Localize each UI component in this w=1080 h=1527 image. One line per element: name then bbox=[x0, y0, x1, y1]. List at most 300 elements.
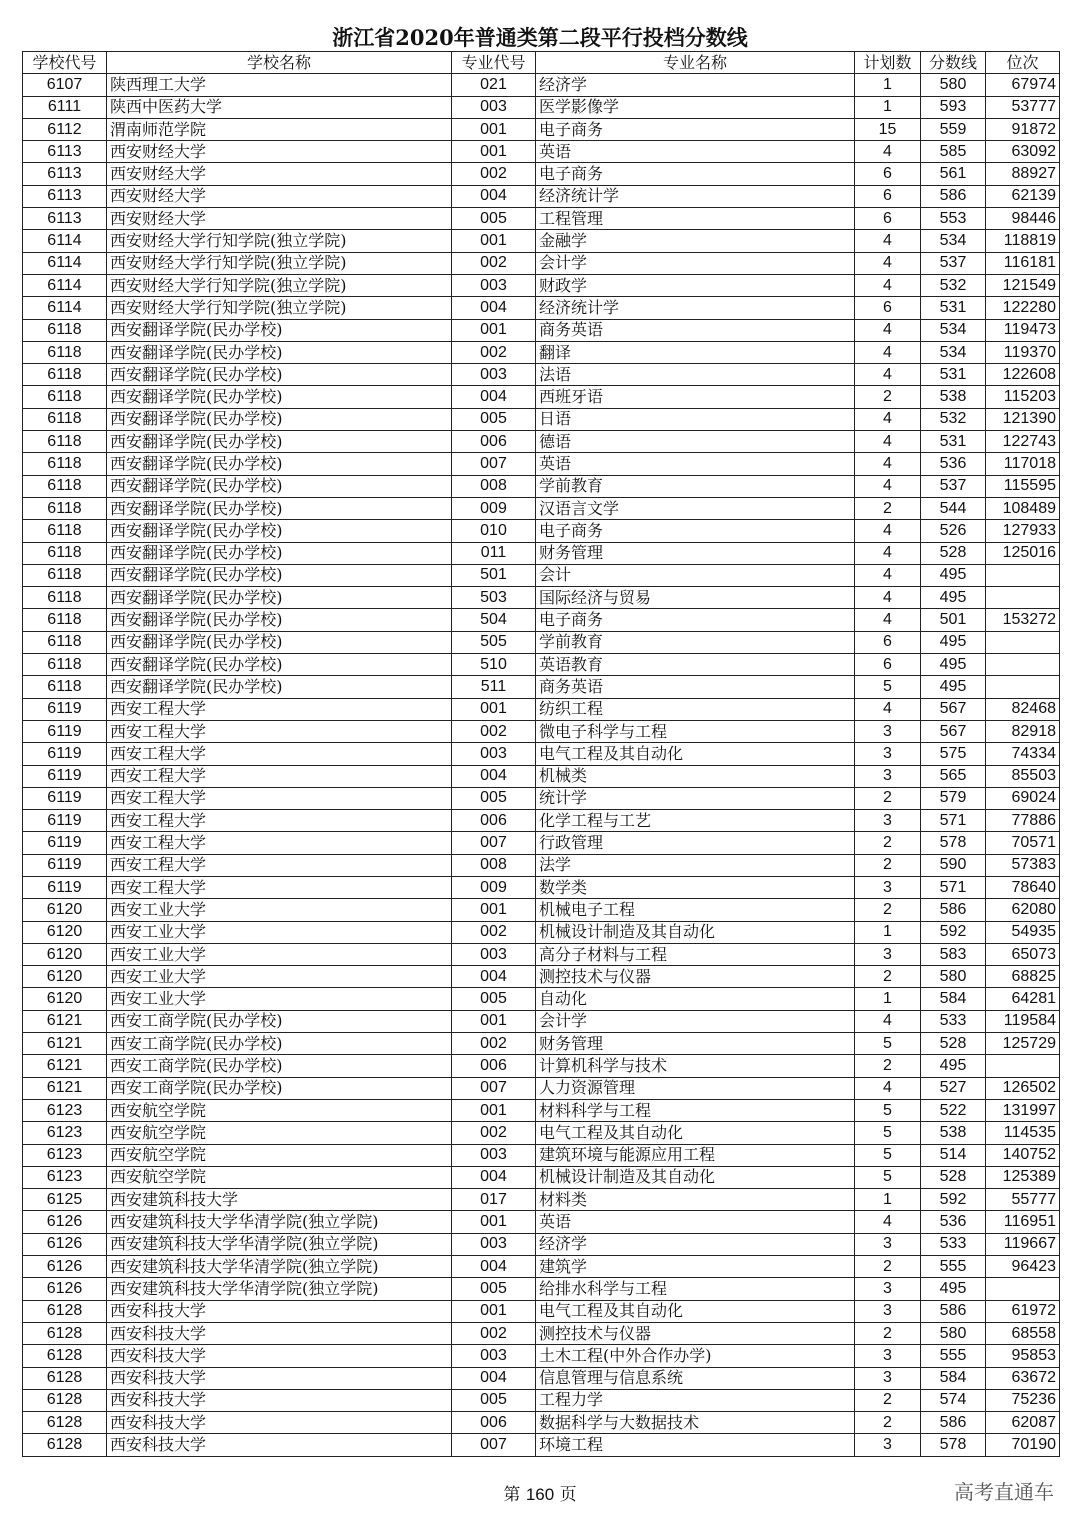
cell-score-line: 567 bbox=[921, 698, 986, 720]
cell-score-line: 533 bbox=[921, 1010, 986, 1032]
cell-plan-count: 5 bbox=[855, 676, 921, 698]
cell-rank: 126502 bbox=[986, 1077, 1060, 1099]
cell-plan-count: 4 bbox=[855, 587, 921, 609]
cell-school-code: 6126 bbox=[23, 1256, 107, 1278]
cell-school-code: 6118 bbox=[23, 676, 107, 698]
table-row bbox=[23, 96, 1060, 118]
cell-school-code: 6128 bbox=[23, 1367, 107, 1389]
cell-plan-count: 4 bbox=[855, 1077, 921, 1099]
cell-plan-count: 6 bbox=[855, 631, 921, 653]
cell-rank bbox=[986, 564, 1060, 586]
cell-score-line: 553 bbox=[921, 208, 986, 230]
table-row bbox=[23, 74, 1060, 96]
cell-major-code: 004 bbox=[452, 386, 536, 408]
cell-plan-count: 2 bbox=[855, 1389, 921, 1411]
cell-major-name: 经济学 bbox=[536, 1233, 855, 1255]
cell-plan-count: 4 bbox=[855, 341, 921, 363]
cell-major-name: 经济统计学 bbox=[536, 297, 855, 319]
cell-plan-count: 2 bbox=[855, 787, 921, 809]
cell-major-code: 002 bbox=[452, 163, 536, 185]
cell-major-name: 电子商务 bbox=[536, 609, 855, 631]
cell-score-line: 528 bbox=[921, 1166, 986, 1188]
table-row bbox=[23, 1278, 1060, 1300]
cell-rank: 62080 bbox=[986, 899, 1060, 921]
cell-score-line: 536 bbox=[921, 453, 986, 475]
cell-major-name: 纺织工程 bbox=[536, 698, 855, 720]
cell-rank: 131997 bbox=[986, 1099, 1060, 1121]
cell-school-name: 西安财经大学 bbox=[107, 208, 452, 230]
table-row bbox=[23, 1345, 1060, 1367]
cell-rank: 62139 bbox=[986, 185, 1060, 207]
cell-school-code: 6118 bbox=[23, 341, 107, 363]
cell-major-code: 004 bbox=[452, 185, 536, 207]
cell-rank: 98446 bbox=[986, 208, 1060, 230]
cell-plan-count: 6 bbox=[855, 185, 921, 207]
cell-plan-count: 4 bbox=[855, 698, 921, 720]
cell-major-name: 法语 bbox=[536, 364, 855, 386]
cell-major-name: 统计学 bbox=[536, 787, 855, 809]
cell-school-name: 西安工程大学 bbox=[107, 698, 452, 720]
cell-major-name: 人力资源管理 bbox=[536, 1077, 855, 1099]
cell-school-name: 西安工业大学 bbox=[107, 921, 452, 943]
table-row bbox=[23, 720, 1060, 742]
cell-rank: 54935 bbox=[986, 921, 1060, 943]
cell-plan-count: 4 bbox=[855, 542, 921, 564]
cell-major-name: 经济学 bbox=[536, 74, 855, 96]
cell-rank: 69024 bbox=[986, 787, 1060, 809]
cell-score-line: 528 bbox=[921, 1033, 986, 1055]
cell-major-name: 英语 bbox=[536, 1211, 855, 1233]
table-row bbox=[23, 988, 1060, 1010]
header-major-name: 专业名称 bbox=[536, 52, 855, 74]
cell-major-name: 电子商务 bbox=[536, 163, 855, 185]
table-row bbox=[23, 297, 1060, 319]
cell-score-line: 527 bbox=[921, 1077, 986, 1099]
cell-major-code: 001 bbox=[452, 141, 536, 163]
cell-school-name: 西安工程大学 bbox=[107, 876, 452, 898]
table-row bbox=[23, 1055, 1060, 1077]
cell-rank: 53777 bbox=[986, 96, 1060, 118]
cell-major-name: 电气工程及其自动化 bbox=[536, 1300, 855, 1322]
page-number bbox=[0, 1480, 1080, 1505]
cell-plan-count: 1 bbox=[855, 1189, 921, 1211]
cell-school-code: 6123 bbox=[23, 1122, 107, 1144]
cell-school-name: 西安工业大学 bbox=[107, 899, 452, 921]
cell-major-code: 003 bbox=[452, 96, 536, 118]
cell-school-name: 西安科技大学 bbox=[107, 1389, 452, 1411]
cell-school-name: 西安翻译学院(民办学校) bbox=[107, 587, 452, 609]
cell-school-code: 6114 bbox=[23, 297, 107, 319]
cell-major-code: 008 bbox=[452, 475, 536, 497]
cell-school-code: 6114 bbox=[23, 230, 107, 252]
cell-rank: 119667 bbox=[986, 1233, 1060, 1255]
cell-school-name: 西安财经大学行知学院(独立学院) bbox=[107, 274, 452, 296]
table-row bbox=[23, 564, 1060, 586]
table-row bbox=[23, 1144, 1060, 1166]
cell-rank: 78640 bbox=[986, 876, 1060, 898]
cell-score-line: 593 bbox=[921, 96, 986, 118]
cell-score-line: 533 bbox=[921, 1233, 986, 1255]
cell-plan-count: 2 bbox=[855, 854, 921, 876]
cell-school-code: 6119 bbox=[23, 876, 107, 898]
cell-major-code: 004 bbox=[452, 1367, 536, 1389]
cell-major-code: 004 bbox=[452, 297, 536, 319]
cell-school-name: 西安翻译学院(民办学校) bbox=[107, 475, 452, 497]
cell-major-name: 给排水科学与工程 bbox=[536, 1278, 855, 1300]
cell-major-name: 财政学 bbox=[536, 274, 855, 296]
cell-school-code: 6118 bbox=[23, 475, 107, 497]
cell-school-code: 6118 bbox=[23, 520, 107, 542]
cell-plan-count: 4 bbox=[855, 1010, 921, 1032]
cell-major-name: 数学类 bbox=[536, 876, 855, 898]
cell-school-code: 6119 bbox=[23, 698, 107, 720]
table-row bbox=[23, 810, 1060, 832]
table-row bbox=[23, 587, 1060, 609]
cell-school-code: 6119 bbox=[23, 810, 107, 832]
cell-plan-count: 4 bbox=[855, 252, 921, 274]
cell-school-code: 6121 bbox=[23, 1055, 107, 1077]
cell-school-name: 西安翻译学院(民办学校) bbox=[107, 386, 452, 408]
cell-major-code: 004 bbox=[452, 765, 536, 787]
cell-plan-count: 2 bbox=[855, 386, 921, 408]
cell-major-code: 002 bbox=[452, 1122, 536, 1144]
cell-major-code: 005 bbox=[452, 787, 536, 809]
cell-school-code: 6118 bbox=[23, 497, 107, 519]
cell-score-line: 571 bbox=[921, 810, 986, 832]
cell-score-line: 592 bbox=[921, 921, 986, 943]
cell-major-name: 英语 bbox=[536, 453, 855, 475]
cell-rank: 70571 bbox=[986, 832, 1060, 854]
cell-plan-count: 5 bbox=[855, 1166, 921, 1188]
cell-rank bbox=[986, 1055, 1060, 1077]
cell-school-code: 6128 bbox=[23, 1434, 107, 1456]
cell-plan-count: 1 bbox=[855, 921, 921, 943]
cell-school-name: 西安翻译学院(民办学校) bbox=[107, 654, 452, 676]
cell-plan-count: 4 bbox=[855, 520, 921, 542]
table-row bbox=[23, 453, 1060, 475]
cell-plan-count: 15 bbox=[855, 118, 921, 140]
cell-school-name: 西安财经大学行知学院(独立学院) bbox=[107, 230, 452, 252]
cell-major-code: 002 bbox=[452, 1322, 536, 1344]
table-row bbox=[23, 319, 1060, 341]
cell-score-line: 536 bbox=[921, 1211, 986, 1233]
cell-major-code: 001 bbox=[452, 319, 536, 341]
cell-plan-count: 4 bbox=[855, 1211, 921, 1233]
cell-school-name: 西安翻译学院(民办学校) bbox=[107, 319, 452, 341]
table-row bbox=[23, 1077, 1060, 1099]
cell-major-code: 006 bbox=[452, 431, 536, 453]
cell-score-line: 528 bbox=[921, 542, 986, 564]
cell-major-code: 002 bbox=[452, 720, 536, 742]
cell-major-code: 001 bbox=[452, 1211, 536, 1233]
cell-major-name: 财务管理 bbox=[536, 542, 855, 564]
cell-school-name: 西安翻译学院(民办学校) bbox=[107, 520, 452, 542]
cell-major-name: 财务管理 bbox=[536, 1033, 855, 1055]
cell-major-name: 会计学 bbox=[536, 252, 855, 274]
cell-school-code: 6126 bbox=[23, 1211, 107, 1233]
cell-major-code: 006 bbox=[452, 810, 536, 832]
cell-plan-count: 3 bbox=[855, 876, 921, 898]
cell-score-line: 537 bbox=[921, 252, 986, 274]
cell-school-name: 西安航空学院 bbox=[107, 1144, 452, 1166]
cell-school-code: 6120 bbox=[23, 921, 107, 943]
table-row bbox=[23, 520, 1060, 542]
cell-rank bbox=[986, 654, 1060, 676]
cell-major-name: 法学 bbox=[536, 854, 855, 876]
cell-rank: 82468 bbox=[986, 698, 1060, 720]
cell-major-code: 008 bbox=[452, 854, 536, 876]
table-row bbox=[23, 1122, 1060, 1144]
cell-school-name: 西安工程大学 bbox=[107, 854, 452, 876]
cell-major-name: 英语 bbox=[536, 141, 855, 163]
cell-school-code: 6128 bbox=[23, 1300, 107, 1322]
cell-school-name: 西安翻译学院(民办学校) bbox=[107, 542, 452, 564]
table-row bbox=[23, 542, 1060, 564]
cell-school-name: 西安翻译学院(民办学校) bbox=[107, 631, 452, 653]
cell-major-name: 自动化 bbox=[536, 988, 855, 1010]
table-row bbox=[23, 1300, 1060, 1322]
cell-school-code: 6111 bbox=[23, 96, 107, 118]
cell-plan-count: 6 bbox=[855, 163, 921, 185]
cell-school-name: 西安工程大学 bbox=[107, 810, 452, 832]
cell-major-name: 医学影像学 bbox=[536, 96, 855, 118]
cell-rank bbox=[986, 1278, 1060, 1300]
cell-major-code: 007 bbox=[452, 453, 536, 475]
table-row bbox=[23, 408, 1060, 430]
cell-school-code: 6118 bbox=[23, 564, 107, 586]
cell-school-name: 西安工商学院(民办学校) bbox=[107, 1055, 452, 1077]
cell-score-line: 580 bbox=[921, 74, 986, 96]
cell-major-code: 005 bbox=[452, 208, 536, 230]
cell-major-code: 001 bbox=[452, 1099, 536, 1121]
header-school-name: 学校名称 bbox=[107, 52, 452, 74]
cell-score-line: 531 bbox=[921, 431, 986, 453]
cell-school-name: 西安工程大学 bbox=[107, 743, 452, 765]
cell-school-code: 6120 bbox=[23, 988, 107, 1010]
cell-score-line: 534 bbox=[921, 341, 986, 363]
cell-rank bbox=[986, 587, 1060, 609]
cell-rank: 140752 bbox=[986, 1144, 1060, 1166]
cell-major-code: 009 bbox=[452, 497, 536, 519]
cell-major-name: 材料类 bbox=[536, 1189, 855, 1211]
cell-rank: 61972 bbox=[986, 1300, 1060, 1322]
cell-school-name: 西安翻译学院(民办学校) bbox=[107, 453, 452, 475]
cell-rank: 91872 bbox=[986, 118, 1060, 140]
cell-rank: 153272 bbox=[986, 609, 1060, 631]
cell-score-line: 495 bbox=[921, 631, 986, 653]
cell-rank bbox=[986, 676, 1060, 698]
cell-rank: 67974 bbox=[986, 74, 1060, 96]
cell-score-line: 561 bbox=[921, 163, 986, 185]
cell-school-name: 西安财经大学 bbox=[107, 185, 452, 207]
table-row bbox=[23, 1389, 1060, 1411]
cell-score-line: 555 bbox=[921, 1345, 986, 1367]
cell-rank: 122608 bbox=[986, 364, 1060, 386]
cell-plan-count: 2 bbox=[855, 832, 921, 854]
cell-school-code: 6120 bbox=[23, 943, 107, 965]
cell-plan-count: 1 bbox=[855, 988, 921, 1010]
cell-major-name: 会计 bbox=[536, 564, 855, 586]
cell-plan-count: 4 bbox=[855, 564, 921, 586]
cell-school-name: 西安工商学院(民办学校) bbox=[107, 1010, 452, 1032]
cell-major-code: 006 bbox=[452, 1055, 536, 1077]
cell-rank: 115203 bbox=[986, 386, 1060, 408]
table-row bbox=[23, 1033, 1060, 1055]
cell-school-code: 6119 bbox=[23, 720, 107, 742]
cell-rank: 119473 bbox=[986, 319, 1060, 341]
table-row bbox=[23, 1010, 1060, 1032]
cell-score-line: 544 bbox=[921, 497, 986, 519]
cell-school-name: 西安财经大学 bbox=[107, 141, 452, 163]
page-number-value: 160 bbox=[525, 1485, 555, 1504]
cell-school-code: 6118 bbox=[23, 542, 107, 564]
cell-plan-count: 5 bbox=[855, 1099, 921, 1121]
cell-rank: 74334 bbox=[986, 743, 1060, 765]
cell-school-name: 西安工业大学 bbox=[107, 943, 452, 965]
cell-school-name: 西安航空学院 bbox=[107, 1099, 452, 1121]
cell-major-name: 工程管理 bbox=[536, 208, 855, 230]
table-row bbox=[23, 787, 1060, 809]
cell-score-line: 584 bbox=[921, 988, 986, 1010]
cell-plan-count: 3 bbox=[855, 810, 921, 832]
cell-school-code: 6128 bbox=[23, 1345, 107, 1367]
cell-major-name: 英语教育 bbox=[536, 654, 855, 676]
table-row bbox=[23, 854, 1060, 876]
cell-school-name: 西安科技大学 bbox=[107, 1434, 452, 1456]
table-row bbox=[23, 364, 1060, 386]
table-row bbox=[23, 141, 1060, 163]
cell-school-code: 6119 bbox=[23, 787, 107, 809]
cell-rank: 65073 bbox=[986, 943, 1060, 965]
cell-school-name: 西安航空学院 bbox=[107, 1166, 452, 1188]
cell-school-code: 6123 bbox=[23, 1166, 107, 1188]
cell-score-line: 495 bbox=[921, 1278, 986, 1300]
cell-major-code: 002 bbox=[452, 341, 536, 363]
cell-plan-count: 4 bbox=[855, 408, 921, 430]
cell-major-code: 017 bbox=[452, 1189, 536, 1211]
cell-plan-count: 5 bbox=[855, 1122, 921, 1144]
cell-major-name: 信息管理与信息系统 bbox=[536, 1367, 855, 1389]
table-row bbox=[23, 252, 1060, 274]
cell-major-code: 009 bbox=[452, 876, 536, 898]
cell-score-line: 574 bbox=[921, 1389, 986, 1411]
cell-score-line: 579 bbox=[921, 787, 986, 809]
cell-major-name: 商务英语 bbox=[536, 319, 855, 341]
cell-score-line: 534 bbox=[921, 319, 986, 341]
cell-major-name: 电气工程及其自动化 bbox=[536, 1122, 855, 1144]
cell-plan-count: 2 bbox=[855, 497, 921, 519]
cell-school-name: 西安财经大学行知学院(独立学院) bbox=[107, 252, 452, 274]
table-row bbox=[23, 1211, 1060, 1233]
cell-major-name: 学前教育 bbox=[536, 631, 855, 653]
cell-rank: 88927 bbox=[986, 163, 1060, 185]
cell-major-name: 翻译 bbox=[536, 341, 855, 363]
table-row bbox=[23, 765, 1060, 787]
cell-major-code: 021 bbox=[452, 74, 536, 96]
cell-school-name: 西安建筑科技大学华清学院(独立学院) bbox=[107, 1256, 452, 1278]
cell-major-code: 510 bbox=[452, 654, 536, 676]
cell-major-name: 计算机科学与技术 bbox=[536, 1055, 855, 1077]
header-score-line: 分数线 bbox=[921, 52, 986, 74]
cell-school-name: 西安工业大学 bbox=[107, 988, 452, 1010]
cell-score-line: 495 bbox=[921, 1055, 986, 1077]
cell-major-code: 511 bbox=[452, 676, 536, 698]
cell-rank: 95853 bbox=[986, 1345, 1060, 1367]
cell-score-line: 586 bbox=[921, 1412, 986, 1434]
watermark: 高考直通车 bbox=[954, 1480, 1054, 1504]
cell-score-line: 592 bbox=[921, 1189, 986, 1211]
cell-school-name: 西安建筑科技大学 bbox=[107, 1189, 452, 1211]
cell-plan-count: 3 bbox=[855, 1434, 921, 1456]
table-row bbox=[23, 341, 1060, 363]
cell-major-code: 005 bbox=[452, 1278, 536, 1300]
cell-major-name: 机械设计制造及其自动化 bbox=[536, 1166, 855, 1188]
cell-school-name: 西安科技大学 bbox=[107, 1300, 452, 1322]
table-row bbox=[23, 876, 1060, 898]
cell-score-line: 532 bbox=[921, 274, 986, 296]
cell-major-name: 汉语言文学 bbox=[536, 497, 855, 519]
cell-major-name: 微电子科学与工程 bbox=[536, 720, 855, 742]
cell-major-code: 003 bbox=[452, 743, 536, 765]
cell-major-name: 机械设计制造及其自动化 bbox=[536, 921, 855, 943]
cell-school-name: 西安财经大学行知学院(独立学院) bbox=[107, 297, 452, 319]
cell-score-line: 531 bbox=[921, 364, 986, 386]
cell-major-name: 机械电子工程 bbox=[536, 899, 855, 921]
table-header-row bbox=[23, 52, 1060, 74]
cell-school-name: 西安工程大学 bbox=[107, 765, 452, 787]
cell-major-name: 数据科学与大数据技术 bbox=[536, 1412, 855, 1434]
cell-plan-count: 4 bbox=[855, 609, 921, 631]
table-row bbox=[23, 654, 1060, 676]
header-rank: 位次 bbox=[986, 52, 1060, 74]
cell-major-name: 日语 bbox=[536, 408, 855, 430]
cell-major-name: 化学工程与工艺 bbox=[536, 810, 855, 832]
cell-school-code: 6125 bbox=[23, 1189, 107, 1211]
table-row bbox=[23, 832, 1060, 854]
cell-school-name: 西安建筑科技大学华清学院(独立学院) bbox=[107, 1233, 452, 1255]
cell-rank: 114535 bbox=[986, 1122, 1060, 1144]
cell-major-name: 测控技术与仪器 bbox=[536, 966, 855, 988]
cell-score-line: 526 bbox=[921, 520, 986, 542]
table-row bbox=[23, 921, 1060, 943]
cell-school-code: 6128 bbox=[23, 1389, 107, 1411]
page-prefix: 第 bbox=[503, 1485, 521, 1505]
cell-school-code: 6118 bbox=[23, 408, 107, 430]
cell-school-name: 西安工程大学 bbox=[107, 832, 452, 854]
cell-rank: 77886 bbox=[986, 810, 1060, 832]
cell-major-name: 学前教育 bbox=[536, 475, 855, 497]
cell-plan-count: 1 bbox=[855, 96, 921, 118]
cell-score-line: 585 bbox=[921, 141, 986, 163]
cell-school-code: 6123 bbox=[23, 1099, 107, 1121]
cell-plan-count: 2 bbox=[855, 1322, 921, 1344]
cell-school-name: 西安翻译学院(民办学校) bbox=[107, 431, 452, 453]
cell-school-code: 6119 bbox=[23, 832, 107, 854]
cell-rank: 125016 bbox=[986, 542, 1060, 564]
cell-major-code: 003 bbox=[452, 943, 536, 965]
cell-rank: 117018 bbox=[986, 453, 1060, 475]
cell-score-line: 495 bbox=[921, 564, 986, 586]
cell-major-code: 001 bbox=[452, 230, 536, 252]
cell-school-code: 6113 bbox=[23, 185, 107, 207]
cell-plan-count: 3 bbox=[855, 743, 921, 765]
cell-plan-count: 3 bbox=[855, 1233, 921, 1255]
table-row bbox=[23, 475, 1060, 497]
table-row bbox=[23, 386, 1060, 408]
cell-major-name: 电气工程及其自动化 bbox=[536, 743, 855, 765]
cell-plan-count: 3 bbox=[855, 943, 921, 965]
cell-school-name: 陕西理工大学 bbox=[107, 74, 452, 96]
